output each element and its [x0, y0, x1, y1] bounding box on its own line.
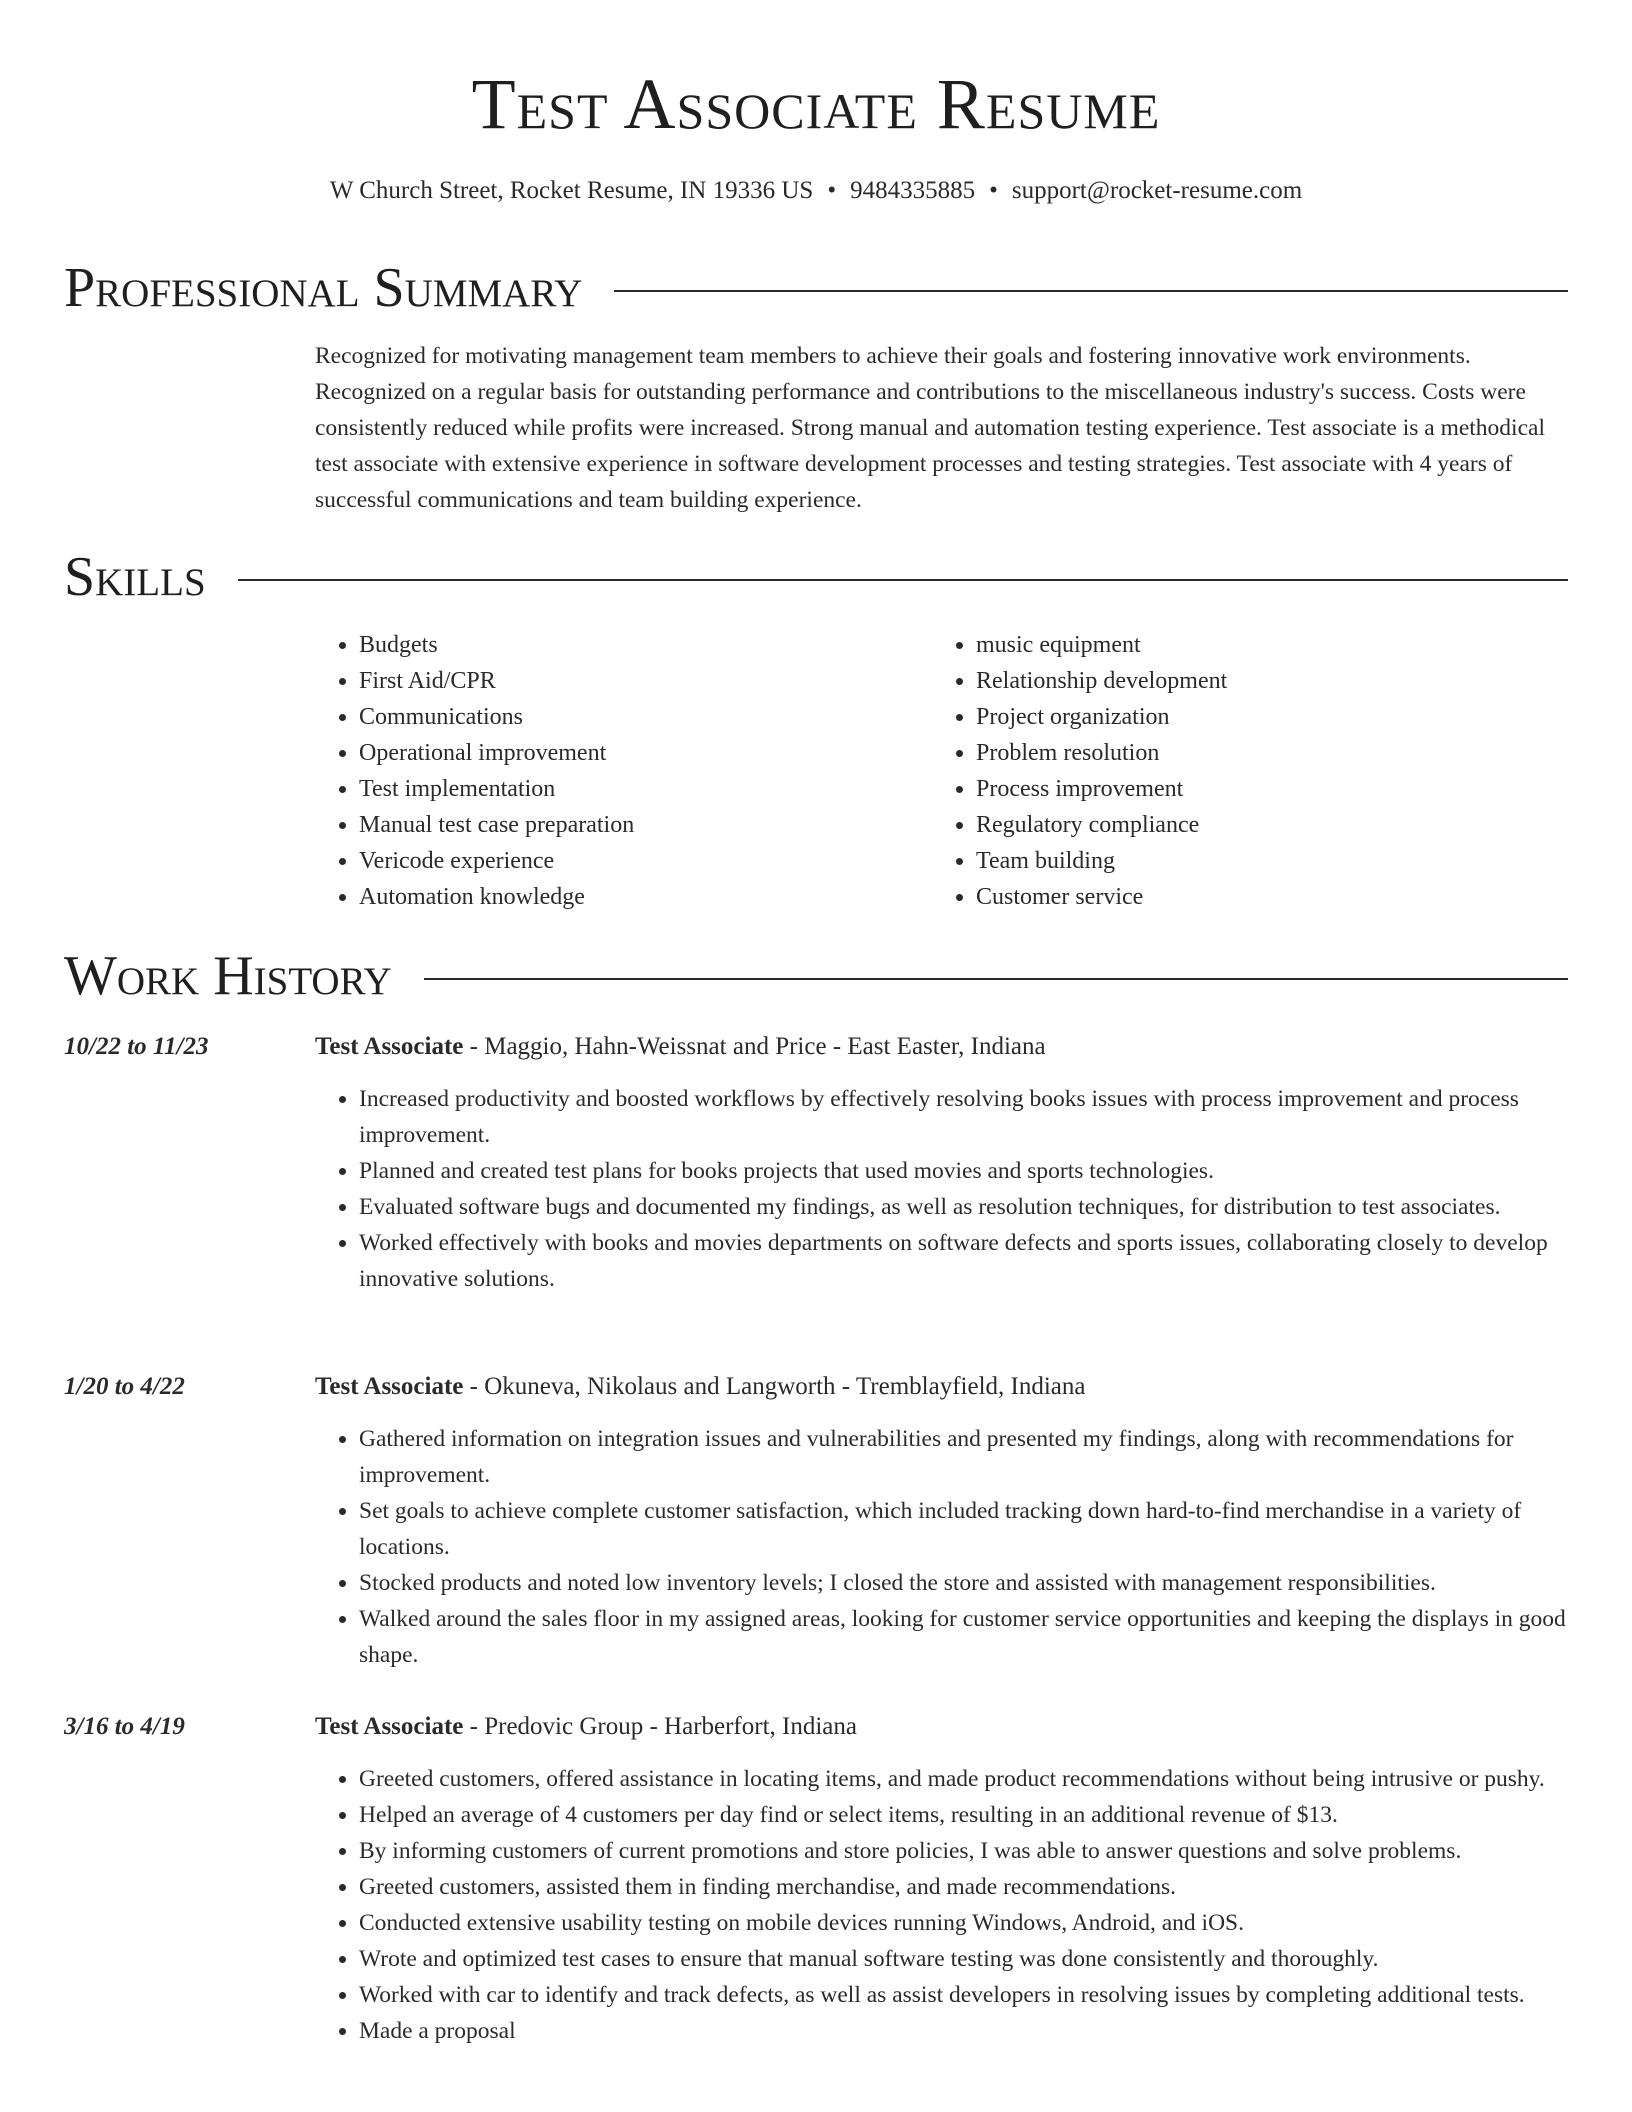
- skill-item: • Team building: [976, 843, 1549, 879]
- job-bullets: [315, 1421, 1568, 1673]
- job-bullet: • Increased productivity and boosted workflows by effectively resolving books issues with process improvement and process improvement.: [359, 1081, 1568, 1153]
- contact-line: [0, 174, 1632, 208]
- contact-phone: 9484335885: [850, 177, 976, 204]
- work-heading: Work History: [64, 945, 392, 1007]
- skill-item: • Project organization: [976, 699, 1549, 735]
- job-bullet: • Stocked products and noted low inventory levels; I closed the store and assisted with management responsibilities.: [359, 1565, 1568, 1601]
- skills-heading: Skills: [64, 546, 206, 608]
- contact-address: W Church Street, Rocket Resume, IN 19336 US: [329, 177, 814, 204]
- job-bullet: • Helped an average of 4 customers per day find or select items, resulting in an additional revenue of $13.: [359, 1797, 1568, 1833]
- resume-title: Test Associate Resume: [471, 64, 1161, 144]
- skill-item: • Communications: [359, 699, 932, 735]
- job-dates: 10/22 to 11/23: [64, 1033, 209, 1060]
- skills-section-header: [64, 545, 1568, 609]
- job-bullet: • Set goals to achieve complete customer satisfaction, which included tracking down hard-to-find merchandise in a variety of locations.: [359, 1493, 1568, 1565]
- job-bullet: • Walked around the sales floor in my assigned areas, looking for customer service opportunities and keeping the displays in good shape.: [359, 1601, 1568, 1673]
- section-divider: [238, 579, 1568, 581]
- job-role: Test Associate: [315, 1373, 464, 1400]
- job-bullet: • By informing customers of current promotions and store policies, I was able to answer questions and solve problems.: [359, 1833, 1568, 1869]
- skill-item: • Customer service: [976, 879, 1549, 915]
- summary-text: Recognized for motivating management team members to achieve their goals and fostering innovative work environments. Recognized on a regular basis for outstanding performance and contributions to the miscellaneous industry's success. Costs were consistently reduced while profits were increased. Strong manual and automation testing experience. Test associate is a methodical test associate with extensive experience in software development processes and testing strategies. Test associate with 4 years of successful communications and team building experience.: [315, 343, 1545, 513]
- skill-item: • music equipment: [976, 627, 1549, 663]
- job-bullet: • Gathered information on integration issues and vulnerabilities and presented my findings, along with recommendations for improvement.: [359, 1421, 1568, 1493]
- job-bullet: • Wrote and optimized test cases to ensure that manual software testing was done consistently and thoroughly.: [359, 1941, 1568, 1977]
- job-role: Test Associate: [315, 1033, 464, 1060]
- job-bullet: • Worked with car to identify and track defects, as well as assist developers in resolving issues by completing additional tests.: [359, 1977, 1568, 2013]
- skill-item: • Budgets: [359, 627, 932, 663]
- skill-item: • Relationship development: [976, 663, 1549, 699]
- contact-email: support@rocket-resume.com: [1011, 177, 1303, 204]
- job-bullet: • Made a proposal: [359, 2013, 1568, 2049]
- skill-item: • Automation knowledge: [359, 879, 932, 915]
- summary-section-header: [64, 256, 1568, 320]
- job-bullet: • Greeted customers, assisted them in finding merchandise, and made recommendations.: [359, 1869, 1568, 1905]
- job-employer: - Okuneva, Nikolaus and Langworth - Tremblayfield, Indiana: [463, 1373, 1086, 1400]
- skill-item: • Process improvement: [976, 771, 1549, 807]
- job-role: Test Associate: [315, 1713, 464, 1740]
- section-divider: [424, 978, 1568, 980]
- job-employer: - Maggio, Hahn-Weissnat and Price - East Easter, Indiana: [463, 1033, 1046, 1060]
- job-bullet: • Worked effectively with books and movies departments on software defects and sports issues, collaborating closely to develop innovative solutions.: [359, 1225, 1568, 1297]
- job-dates: 3/16 to 4/19: [64, 1713, 185, 1740]
- skills-list: [315, 627, 1568, 915]
- skill-item: • Operational improvement: [359, 735, 932, 771]
- job-bullet: • Conducted extensive usability testing on mobile devices running Windows, Android, and iOS.: [359, 1905, 1568, 1941]
- summary-heading: Professional Summary: [64, 257, 583, 319]
- job-bullet: • Planned and created test plans for books projects that used movies and sports technologies.: [359, 1153, 1568, 1189]
- job-heading: [315, 1369, 1568, 1405]
- skills-column-left: [315, 627, 932, 915]
- contact-separator: •: [989, 177, 998, 204]
- job-bullets: [315, 1081, 1568, 1297]
- job-dates: 1/20 to 4/22: [64, 1373, 185, 1400]
- skill-item: • First Aid/CPR: [359, 663, 932, 699]
- skill-item: • Regulatory compliance: [976, 807, 1549, 843]
- skill-item: • Problem resolution: [976, 735, 1549, 771]
- contact-separator: •: [827, 177, 837, 204]
- skill-item: • Test implementation: [359, 771, 932, 807]
- job-bullet: • Evaluated software bugs and documented my findings, as well as resolution techniques, for distribution to test associates.: [359, 1189, 1568, 1225]
- skill-item: • Manual test case preparation: [359, 807, 932, 843]
- job-heading: [315, 1029, 1568, 1065]
- job-employer: - Predovic Group - Harberfort, Indiana: [463, 1713, 857, 1740]
- skills-column-right: [932, 627, 1549, 915]
- section-divider: [614, 290, 1568, 292]
- skill-item: • Vericode experience: [359, 843, 932, 879]
- work-section-header: [64, 944, 1568, 1008]
- job-bullet: • Greeted customers, offered assistance in locating items, and made product recommendations without being intrusive or pushy.: [359, 1761, 1568, 1797]
- job-bullets: [315, 1761, 1568, 2049]
- job-heading: [315, 1709, 1568, 1745]
